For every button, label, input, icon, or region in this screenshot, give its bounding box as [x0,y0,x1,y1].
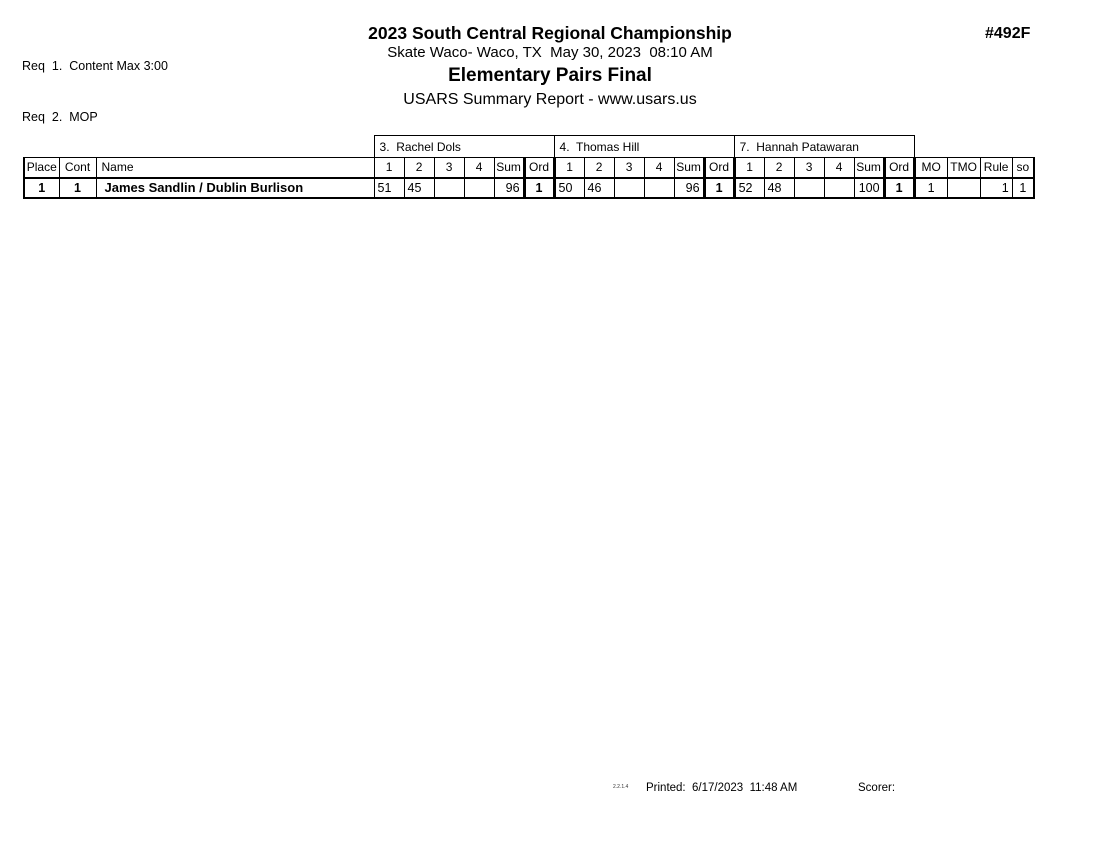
rule-value: 1 [980,178,1012,198]
column-header-row [24,158,1034,178]
j2-sum: 96 [674,178,704,198]
j1-score-2: 45 [404,178,434,198]
place-value: 1 [24,178,59,198]
col-j3-ord: Ord [884,158,914,178]
judge-row-left-spacer [24,136,374,158]
event-title: Elementary Pairs Final [448,65,652,86]
j3-score-1: 52 [734,178,764,198]
printed-timestamp: Printed: 6/17/2023 11:48 AM [646,782,798,794]
col-j1-3: 3 [434,158,464,178]
col-name: Name [96,158,374,178]
mo-value: 1 [914,178,947,198]
j2-score-2: 46 [584,178,614,198]
title-block [0,23,1100,110]
col-j2-ord: Ord [704,158,734,178]
col-j3-sum: Sum [854,158,884,178]
results-table [23,135,1035,199]
col-so: so [1012,158,1034,178]
col-place: Place [24,158,59,178]
col-j3-4: 4 [824,158,854,178]
col-j1-sum: Sum [494,158,524,178]
j3-score-3 [794,178,824,198]
col-j3-2: 2 [764,158,794,178]
document-number: #492F [985,25,1031,42]
req-line-1: Req 1. Content Max 3:00 [22,59,168,73]
col-j1-2: 2 [404,158,434,178]
j2-score-1: 50 [554,178,584,198]
cont-value: 1 [59,178,96,198]
j2-score-4 [644,178,674,198]
so-value: 1 [1012,178,1034,198]
col-j1-1: 1 [374,158,404,178]
j3-sum: 100 [854,178,884,198]
j2-ord: 1 [704,178,734,198]
col-mo: MO [914,158,947,178]
j3-ord: 1 [884,178,914,198]
col-j2-1: 1 [554,158,584,178]
report-type-line: USARS Summary Report - www.usars.us [403,91,697,108]
col-j2-2: 2 [584,158,614,178]
col-j2-3: 3 [614,158,644,178]
col-j2-4: 4 [644,158,674,178]
tmo-value [947,178,980,198]
j1-score-3 [434,178,464,198]
col-j1-4: 4 [464,158,494,178]
j1-sum: 96 [494,178,524,198]
judge-header-row [24,136,1034,158]
col-j2-sum: Sum [674,158,704,178]
j2-score-3 [614,178,644,198]
scorer-label: Scorer: [858,782,896,794]
software-version: 2.2.1.4 [613,784,629,790]
championship-title: 2023 South Central Regional Championship [368,23,732,43]
col-cont: Cont [59,158,96,178]
j1-score-1: 51 [374,178,404,198]
col-rule: Rule [980,158,1012,178]
col-tmo: TMO [947,158,980,178]
j1-score-4 [464,178,494,198]
req-line-2: Req 2. MOP [22,110,98,124]
col-j3-3: 3 [794,158,824,178]
skater-names: James Sandlin / Dublin Burlison [96,178,374,198]
venue-date-line: Skate Waco- Waco, TX May 30, 2023 08:10 AM [387,44,713,61]
col-j1-ord: Ord [524,158,554,178]
result-row [24,178,1034,198]
judge-1-header: 3. Rachel Dols [374,136,554,158]
j3-score-2: 48 [764,178,794,198]
col-j3-1: 1 [734,158,764,178]
judge-3-header: 7. Hannah Patawaran [734,136,914,158]
judge-2-header: 4. Thomas Hill [554,136,734,158]
judge-row-right-spacer [914,136,1034,158]
j3-score-4 [824,178,854,198]
j1-ord: 1 [524,178,554,198]
